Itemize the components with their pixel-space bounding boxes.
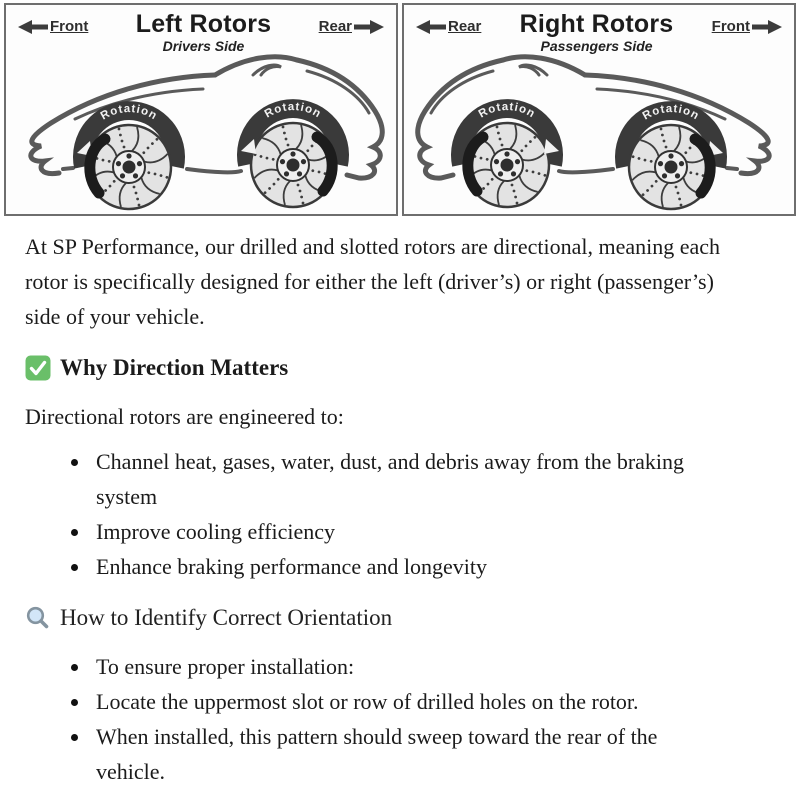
right-panel-title-block — [520, 10, 674, 54]
rotor-direction-diagram — [0, 0, 800, 216]
arrow-right-icon — [354, 20, 384, 34]
list-item: • To ensure proper installation: — [91, 649, 731, 684]
left-rotors-panel — [4, 3, 398, 216]
list-item: • When installed, this pattern should sweep toward the rear of the vehicle. — [91, 719, 731, 789]
section2-bullet-list — [25, 649, 731, 789]
list-item: • Locate the uppermost slot or row of drilled holes on the rotor. — [91, 684, 731, 719]
heading-text: Why Direction Matters — [60, 355, 289, 380]
right-rotors-panel — [402, 3, 796, 216]
arrow-left-icon — [18, 20, 48, 34]
intro-paragraph: At SP Performance, our drilled and slotted rotors are directional, meaning each rotor is specifically designed for either the left (driver’s) or right (passenger’s) side of your vehicle. — [25, 234, 721, 329]
heading-text: How to Identify Correct Orientation — [60, 605, 393, 630]
article-content — [0, 229, 800, 789]
left-car-illustration — [6, 53, 396, 212]
identify-orientation-heading — [25, 605, 775, 631]
why-direction-matters-heading — [25, 355, 775, 381]
left-panel-header — [6, 5, 396, 53]
front-direction-label — [18, 18, 88, 35]
list-item: • Improve cooling efficiency — [91, 514, 731, 549]
magnifying-glass-icon — [25, 605, 51, 631]
green-check-icon — [25, 355, 51, 381]
direction-label-text: Front — [711, 18, 750, 35]
direction-label-text: Rear — [318, 18, 352, 35]
list-item: • Channel heat, gases, water, dust, and debris away from the braking system — [91, 444, 731, 514]
panel-title: Right Rotors — [519, 10, 674, 38]
right-panel-header — [404, 5, 794, 53]
left-panel-title-block — [136, 10, 272, 54]
rear-direction-label — [416, 18, 481, 35]
list-item: • Enhance braking performance and longevity — [91, 549, 731, 584]
arrow-right-icon — [752, 20, 782, 34]
section1-lead: Directional rotors are engineered to: — [25, 404, 344, 429]
direction-label-text: Rear — [448, 18, 482, 35]
right-car-illustration — [404, 53, 794, 212]
section1-bullet-list — [25, 444, 731, 584]
front-direction-label — [712, 18, 782, 35]
arrow-left-icon — [416, 20, 446, 34]
panel-subtitle: Passengers Side — [540, 38, 653, 54]
panel-title: Left Rotors — [135, 10, 272, 38]
direction-label-text: Front — [50, 18, 89, 35]
rear-direction-label — [319, 18, 384, 35]
panel-subtitle: Drivers Side — [162, 38, 245, 54]
